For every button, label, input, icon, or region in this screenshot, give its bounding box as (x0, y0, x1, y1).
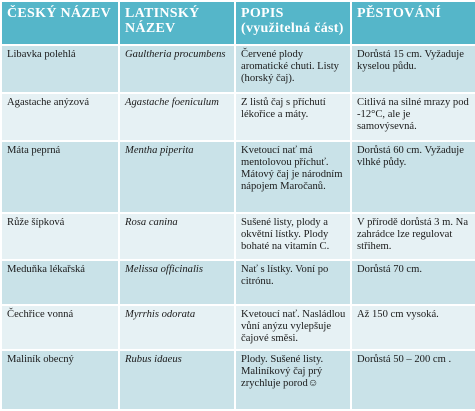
cell-cesky-nazev: Máta peprná (1, 141, 119, 213)
table-row (1, 213, 475, 260)
cell-pestovani: Dorůstá 60 cm. Vyžaduje vlhké půdy. (351, 141, 475, 213)
table-body (1, 45, 475, 410)
cell-cesky-nazev: Libavka polehlá (1, 45, 119, 93)
cell-popis: Z listů čaj s příchutí lékořice a máty. (235, 93, 351, 141)
cell-latinsky-nazev: Mentha piperita (119, 141, 235, 213)
table-row (1, 350, 475, 410)
cell-popis: Plody. Sušené listy. Maliníkový čaj prý zrychluje porod☺ (235, 350, 351, 410)
header-pestovani: PĚSTOVÁNÍ (351, 1, 475, 45)
cell-popis: Kvetoucí nať má mentolovou příchuť. Mátový čaj je národním nápojem Maročanů. (235, 141, 351, 213)
header-popis: POPIS (využitelná část) (235, 1, 351, 45)
cell-cesky-nazev: Maliník obecný (1, 350, 119, 410)
header-row (1, 1, 475, 45)
cell-pestovani: Citlivá na silné mrazy pod -12°C, ale je samovýsevná. (351, 93, 475, 141)
cell-latinsky-nazev: Rosa canina (119, 213, 235, 260)
cell-cesky-nazev: Agastache anýzová (1, 93, 119, 141)
cell-latinsky-nazev: Melissa officinalis (119, 260, 235, 305)
cell-pestovani: Až 150 cm vysoká. (351, 305, 475, 350)
cell-popis: Sušené listy, plody a okvětní lístky. Plody bohaté na vitamín C. (235, 213, 351, 260)
table-header (1, 1, 475, 45)
cell-latinsky-nazev: Agastache foeniculum (119, 93, 235, 141)
header-cesky-nazev: ČESKÝ NÁZEV (1, 1, 119, 45)
table-row (1, 45, 475, 93)
table-row (1, 141, 475, 213)
table-row (1, 305, 475, 350)
cell-pestovani: Dorůstá 70 cm. (351, 260, 475, 305)
cell-pestovani: V přírodě dorůstá 3 m. Na zahrádce lze regulovat střihem. (351, 213, 475, 260)
table-row (1, 93, 475, 141)
cell-cesky-nazev: Meduňka lékařská (1, 260, 119, 305)
cell-cesky-nazev: Růže šípková (1, 213, 119, 260)
cell-pestovani: Dorůstá 50 – 200 cm . (351, 350, 475, 410)
cell-popis: Kvetoucí nať. Nasládlou vůní anýzu vylepšuje čajové směsi. (235, 305, 351, 350)
cell-latinsky-nazev: Gaultheria procumbens (119, 45, 235, 93)
table-row (1, 260, 475, 305)
cell-cesky-nazev: Čechřice vonná (1, 305, 119, 350)
cell-popis: Nať s lístky. Voní po citrónu. (235, 260, 351, 305)
cell-latinsky-nazev: Myrrhis odorata (119, 305, 235, 350)
header-latinsky-nazev: LATINSKÝ NÁZEV (119, 1, 235, 45)
cell-latinsky-nazev: Rubus idaeus (119, 350, 235, 410)
cell-pestovani: Dorůstá 15 cm. Vyžaduje kyselou půdu. (351, 45, 475, 93)
cell-popis: Červené plody aromatické chuti. Listy (horský čaj). (235, 45, 351, 93)
